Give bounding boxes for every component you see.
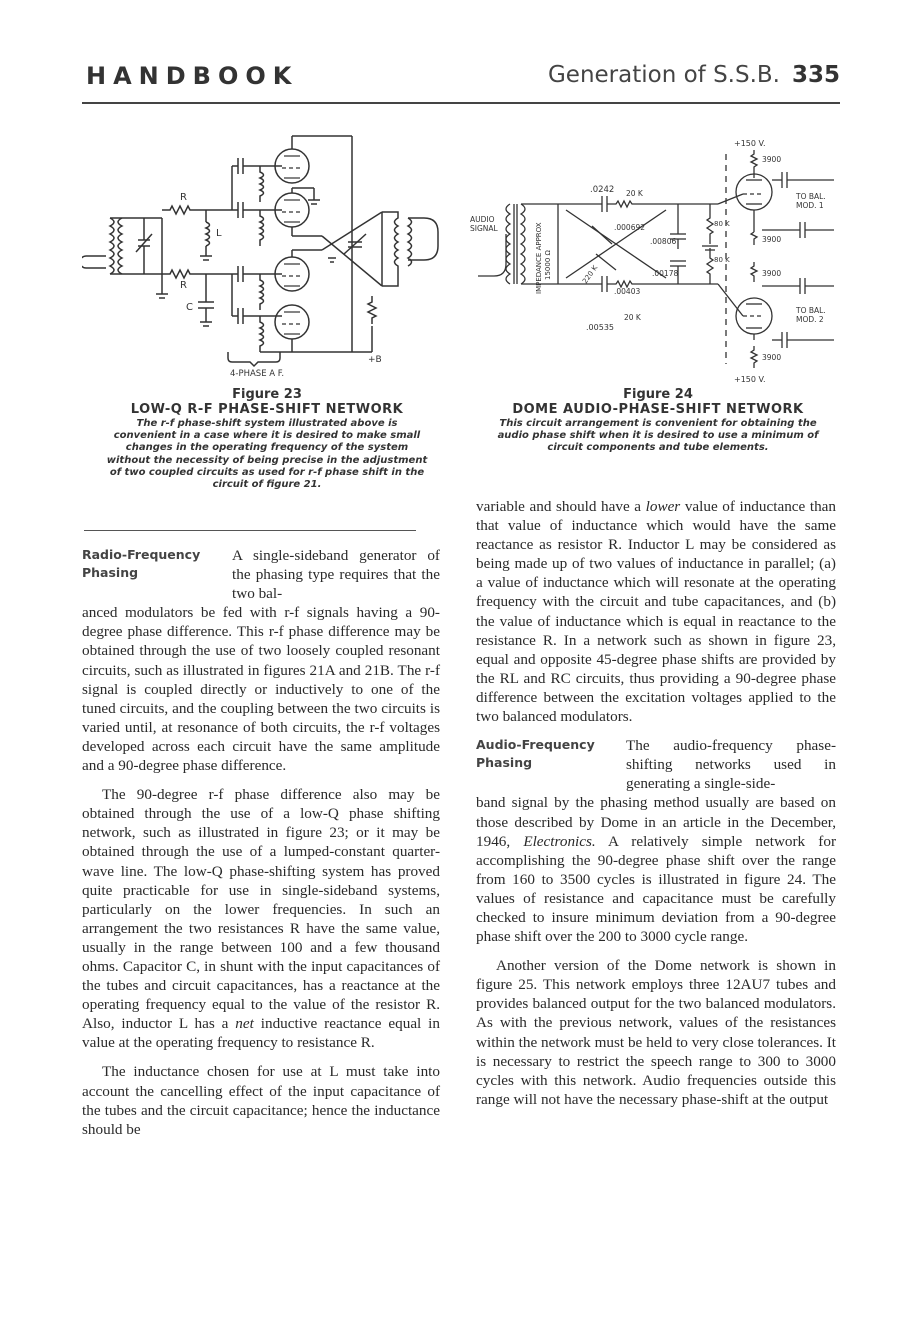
rf-heading-line-2: Phasing <box>82 565 139 580</box>
left-column <box>82 546 440 1149</box>
right-column <box>476 497 836 1119</box>
fig24-label-r-20k-top: 20 K <box>626 189 643 198</box>
rf-paragraph-2: The 90-degree r-f phase difference also may be obtained through the use of a low-Q phase shifting network, such as illustrated in figure 23; or it may be obtained through the use of a lumped-constant quarter-wave line. The low-Q phase-shifting system has proved quite practicable for use in single-sideband systems, particularly on the lower frequencies. In such an arrangement the two resistances R have the same value, usually in the range between 100 and a few thousand ohms. Capacitor C, in shunt with the input capacitances of the tubes and circuit capacitances, has a reactance at the operating frequency equal to the value of the resistor R. Also, inductor L has a net inductive reactance equal in value at the operating frequency to resistance R. <box>82 786 440 1052</box>
fig24-label-audio: AUDIO <box>470 215 495 224</box>
figure-24-number: Figure 24 <box>623 387 693 402</box>
fig24-label-c-00403: .00403 <box>614 287 641 296</box>
figure-24-title: DOME AUDIO-PHASE-SHIFT NETWORK <box>512 402 804 417</box>
af-heading-line-2: Phasing <box>476 755 533 771</box>
af-heading-line-1: Audio-Frequency <box>476 737 595 753</box>
fig24-label-3900-d: 3900 <box>762 353 782 362</box>
rf-paragraph-3: The inductance chosen for use at L must take into account the cancelling effect of the input capacitance of the tubes and the circuit capacitance; hence the inductance should be <box>82 1063 440 1138</box>
fig24-label-impedance: IMPEDANCE APPROX <box>535 222 543 294</box>
figure-23-title: LOW-Q R-F PHASE-SHIFT NETWORK <box>130 402 404 417</box>
section-title: Generation of S.S.B. <box>547 62 780 88</box>
rf-section-heading <box>82 546 232 603</box>
fig24-label-r-80k-b: 80 K <box>714 256 730 264</box>
running-header-section <box>548 62 840 88</box>
fig24-label-to-mod1-a: TO BAL. <box>796 192 826 201</box>
figure-23-number: Figure 23 <box>232 387 302 402</box>
fig24-label-r-20k-bot: 20 K <box>624 313 641 322</box>
page-number: 335 <box>791 62 840 88</box>
fig24-label-3900-a: 3900 <box>762 155 782 164</box>
rf-heading-line-1: Radio-Frequency <box>82 547 201 562</box>
rf-intro-text: A single-sideband generator of the phasing type requires that the two bal- <box>232 547 440 603</box>
figure-24-caption <box>482 387 834 455</box>
left-column-rule <box>84 530 416 531</box>
fig23-label-output: 4-PHASE A F. <box>230 369 285 379</box>
fig23-label-b-plus: +B <box>368 355 382 365</box>
af-section-start <box>476 736 836 793</box>
header-rule <box>82 102 840 104</box>
running-header-title: HANDBOOK <box>86 62 299 90</box>
figure-23-description: The r-f phase-shift system illustrated above is convenient in a case where it is desired to make small changes in the operating frequency of the system without the necessity of being precise in the adjustment of two coupled circuits as used for r-f phase shift in the circuit of figure 21. <box>106 418 428 491</box>
fig23-label-c: C <box>186 302 193 313</box>
af-paragraph-2: Another version of the Dome network is shown in figure 25. This network employs three 12AU7 tubes and provides balanced output for the two balanced modulators. As with the previous network, values of the resistances within the network must be held to very close tolerances. It is necessary to restrict the speech range to 300 to 3000 cycles with this network. Audio frequencies outside this range will not have the necessary phase-shift at the output <box>476 957 836 1108</box>
fig24-label-signal: SIGNAL <box>470 224 498 233</box>
fig24-label-c-000692: .000692 <box>614 223 646 232</box>
rf-paragraph-1: anced modulators be fed with r-f signals having a 90-degree phase difference. This r-f phase difference may be obtained through the use of two loosely coupled resonant circuits, such as illustrated in figures 21A and 21B. The r-f signal is coupled directly or inductively to one of the tuned circuits, and the coupling between the two circuits is varied until, at resonance of both circuits, the r-f voltages developed across each circuit have the same amplitude and a 90-degree phase difference. <box>82 604 440 775</box>
figure-23-caption <box>104 387 430 491</box>
fig23-label-r-top: R <box>180 192 187 203</box>
fig24-label-3900-c: 3900 <box>762 269 782 278</box>
fig24-label-b-top: +150 V. <box>734 139 766 148</box>
rf-section-start <box>82 546 440 603</box>
af-intro-text: The audio-frequency phase-shifting networks used in generating a single-side- <box>626 737 836 793</box>
figure-24-description: This circuit arrangement is convenient for obtaining the audio phase shift when it is desired to use a minimum of circuit components and tube elements. <box>497 418 819 454</box>
fig23-label-l: L <box>216 228 222 239</box>
fig24-label-c-00178: .00178 <box>652 269 679 278</box>
fig24-label-r-80k-a: 80 K <box>714 220 730 228</box>
figure-23-schematic <box>82 126 454 384</box>
fig24-label-c-0242: .0242 <box>590 185 615 195</box>
right-paragraph-1: variable and should have a lower value of inductance than that value of inductance which would have the same reactance as resistor R. Inductor L may be considered as being made up of two values of inductance in parallel; (a) a value of inductance which will resonate at the operating frequency with the circuit and tube capacitances, and (b) the value of inductance which is equal in reactance to the resistance R. In a network such as shown in figure 23, equal and opposite 45-degree phase shifts are provided by the RL and RC circuits, thus providing a 90-degree phase difference between the excitation voltages applied to the two balanced modulators. <box>476 498 836 726</box>
af-paragraph-1: band signal by the phasing method usually are based on those described by Dome in an article in the December, 1946, Electronics. A relatively simple network for accomplishing the 90-degree phase shift over the range from 160 to 3500 cycles is illustrated in figure 24. The values of resistance and capacitance must be carefully checked to insure minimum deviation from a 90-degree phase shift over the 200 to 3000 cycle range. <box>476 794 836 946</box>
fig24-label-impedance-value: 15000 Ω <box>544 250 552 280</box>
fig23-label-r-mid: R <box>180 280 187 291</box>
fig24-label-b-bottom: +150 V. <box>734 375 766 384</box>
figure-24-schematic <box>466 134 842 388</box>
fig24-label-c-00535: .00535 <box>586 323 614 332</box>
fig24-label-to-mod2-a: TO BAL. <box>796 306 826 315</box>
fig24-label-c-00806: .00806 <box>650 237 677 246</box>
af-section-heading <box>476 736 626 793</box>
fig24-label-3900-b: 3900 <box>762 235 782 244</box>
fig24-label-r-220k: 220 K <box>581 264 600 286</box>
fig24-label-to-mod2-b: MOD. 2 <box>796 315 824 324</box>
fig24-label-to-mod1-b: MOD. 1 <box>796 201 824 210</box>
